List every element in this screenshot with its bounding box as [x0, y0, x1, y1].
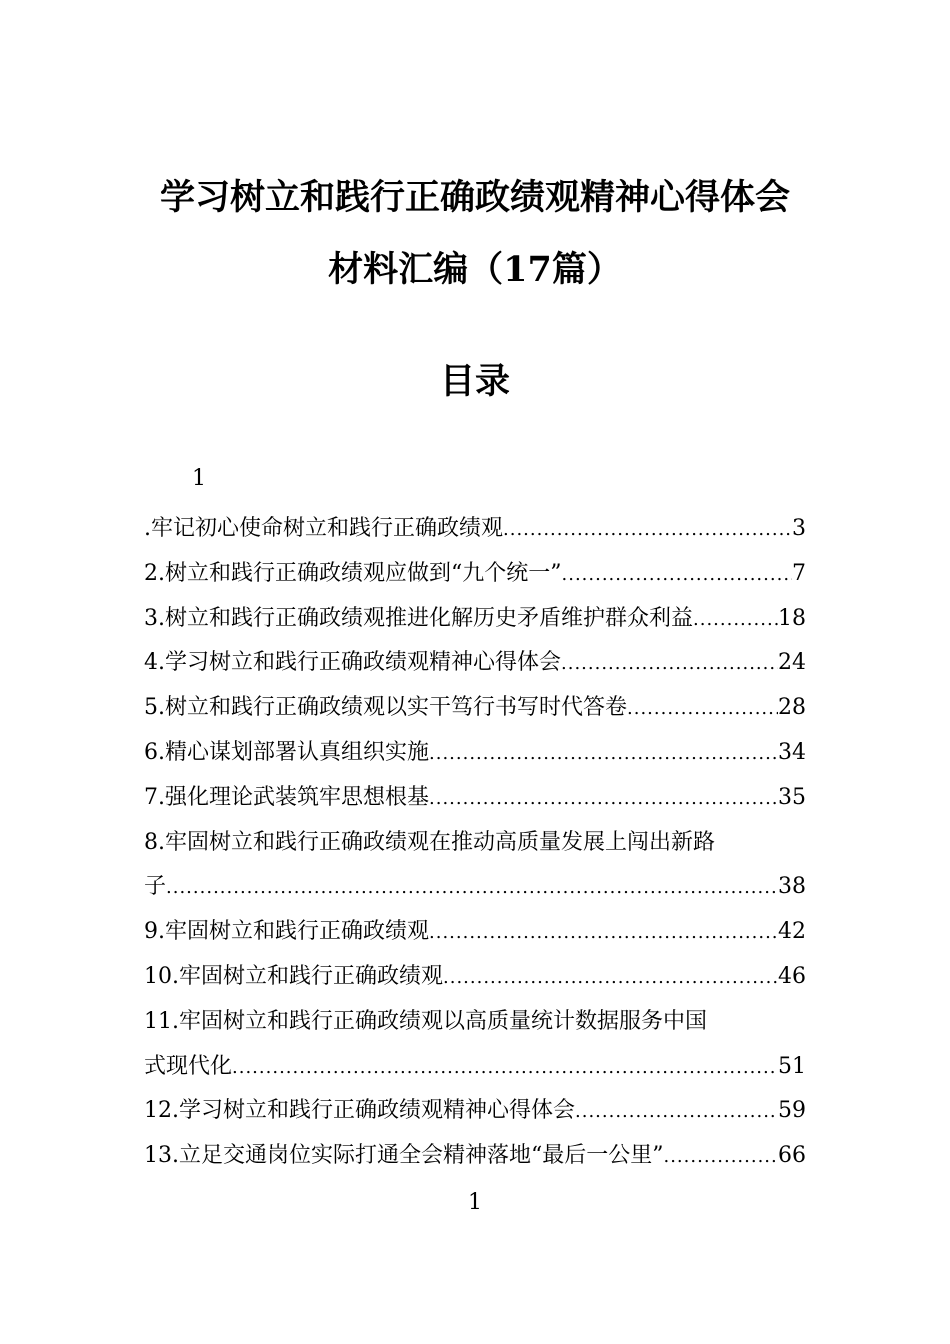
toc-entry-page-number: 24	[778, 650, 806, 676]
toc-entry-row	[144, 955, 806, 1000]
toc-entry-page-number: 35	[778, 784, 806, 810]
toc-entry-title: 子	[144, 874, 167, 900]
toc-entry-page-number: 42	[778, 919, 806, 945]
toc-entry-page-number: 66	[778, 1143, 806, 1169]
toc-entry[interactable]	[144, 955, 806, 1000]
toc-entry-title-first-line: 11.牢固树立和践行正确政绩观以高质量统计数据服务中国	[144, 1008, 707, 1034]
toc-dot-leader	[443, 956, 778, 1001]
toc-entry[interactable]	[144, 597, 806, 642]
toc-dot-leader	[663, 1135, 778, 1180]
toc-dot-leader	[429, 732, 778, 777]
toc-entry[interactable]	[144, 821, 806, 911]
document-title-line-2: 材料汇编（17篇）	[328, 249, 622, 290]
toc-entry-row	[144, 865, 806, 910]
toc-entry[interactable]	[144, 1134, 806, 1179]
toc-entry-page-number: 34	[778, 739, 806, 765]
toc-entry-page-number: 18	[778, 605, 806, 631]
toc-dot-leader	[561, 642, 778, 687]
toc-dot-leader	[575, 1090, 778, 1135]
toc-entry-title: 3.树立和践行正确政绩观推进化解历史矛盾维护群众利益	[144, 605, 693, 631]
toc-entry-title: 5.树立和践行正确政绩观以实干笃行书写时代答卷	[144, 695, 627, 721]
toc-entry-page-number: 28	[778, 695, 806, 721]
toc-entry-row	[144, 910, 806, 955]
toc-entry-title-first-line: 8.牢固树立和践行正确政绩观在推动高质量发展上闯出新路	[144, 829, 715, 855]
toc-entry-title: .牢记初心使命树立和践行正确政绩观	[144, 516, 503, 541]
table-of-contents	[144, 507, 806, 1179]
toc-entry-row	[144, 686, 806, 731]
toc-entry-page-number: 59	[778, 1098, 806, 1124]
toc-entry-title: 7.强化理论武装筑牢思想根基	[144, 784, 429, 810]
toc-dot-leader	[693, 598, 778, 643]
toc-entry-row	[144, 776, 806, 821]
toc-dot-leader	[562, 553, 793, 598]
toc-entry[interactable]	[144, 731, 806, 776]
toc-entry[interactable]	[144, 552, 806, 597]
toc-stray-number: 1	[192, 466, 206, 491]
toc-entry-title: 12.学习树立和践行正确政绩观精神心得体会	[144, 1098, 575, 1124]
toc-entry-page-number: 3	[792, 516, 806, 541]
toc-entry-page-number: 51	[778, 1053, 806, 1079]
toc-entry-row	[144, 597, 806, 642]
toc-entry-row	[144, 641, 806, 686]
toc-heading: 目录	[439, 361, 510, 402]
toc-entry-title: 10.牢固树立和践行正确政绩观	[144, 963, 443, 989]
toc-entry[interactable]	[144, 686, 806, 731]
toc-entry[interactable]	[144, 1000, 806, 1090]
toc-dot-leader	[503, 508, 792, 553]
toc-entry-row	[144, 1089, 806, 1134]
toc-entry-title: 式现代化	[144, 1053, 233, 1079]
toc-entry[interactable]	[144, 1089, 806, 1134]
toc-entry-page-number: 7	[792, 560, 806, 586]
toc-entry-title: 2.树立和践行正确政绩观应做到“九个统一”	[144, 560, 562, 586]
toc-entry[interactable]	[144, 641, 806, 686]
toc-dot-leader	[627, 687, 778, 732]
toc-entry[interactable]	[144, 910, 806, 955]
toc-dot-leader	[429, 911, 778, 956]
toc-entry-row	[144, 1134, 806, 1179]
toc-entry-page-number: 46	[778, 963, 806, 989]
toc-entry-title: 4.学习树立和践行正确政绩观精神心得体会	[144, 650, 561, 676]
toc-entry-page-number: 38	[778, 874, 806, 900]
toc-dot-leader	[232, 1046, 778, 1091]
toc-entry-row	[144, 507, 806, 552]
page-number: 1	[468, 1190, 482, 1215]
document-title-line-1: 学习树立和践行正确政绩观精神心得体会	[159, 177, 790, 218]
toc-entry[interactable]	[144, 507, 806, 552]
toc-dot-leader	[429, 777, 778, 822]
toc-dot-leader	[166, 866, 778, 911]
toc-entry-row	[144, 552, 806, 597]
toc-entry-title: 6.精心谋划部署认真组织实施	[144, 739, 429, 765]
toc-entry[interactable]	[144, 776, 806, 821]
toc-entry-title: 13.立足交通岗位实际打通全会精神落地“最后一公里”	[144, 1143, 664, 1169]
toc-entry-title: 9.牢固树立和践行正确政绩观	[144, 919, 429, 945]
toc-entry-row	[144, 1045, 806, 1090]
toc-entry-row	[144, 731, 806, 776]
